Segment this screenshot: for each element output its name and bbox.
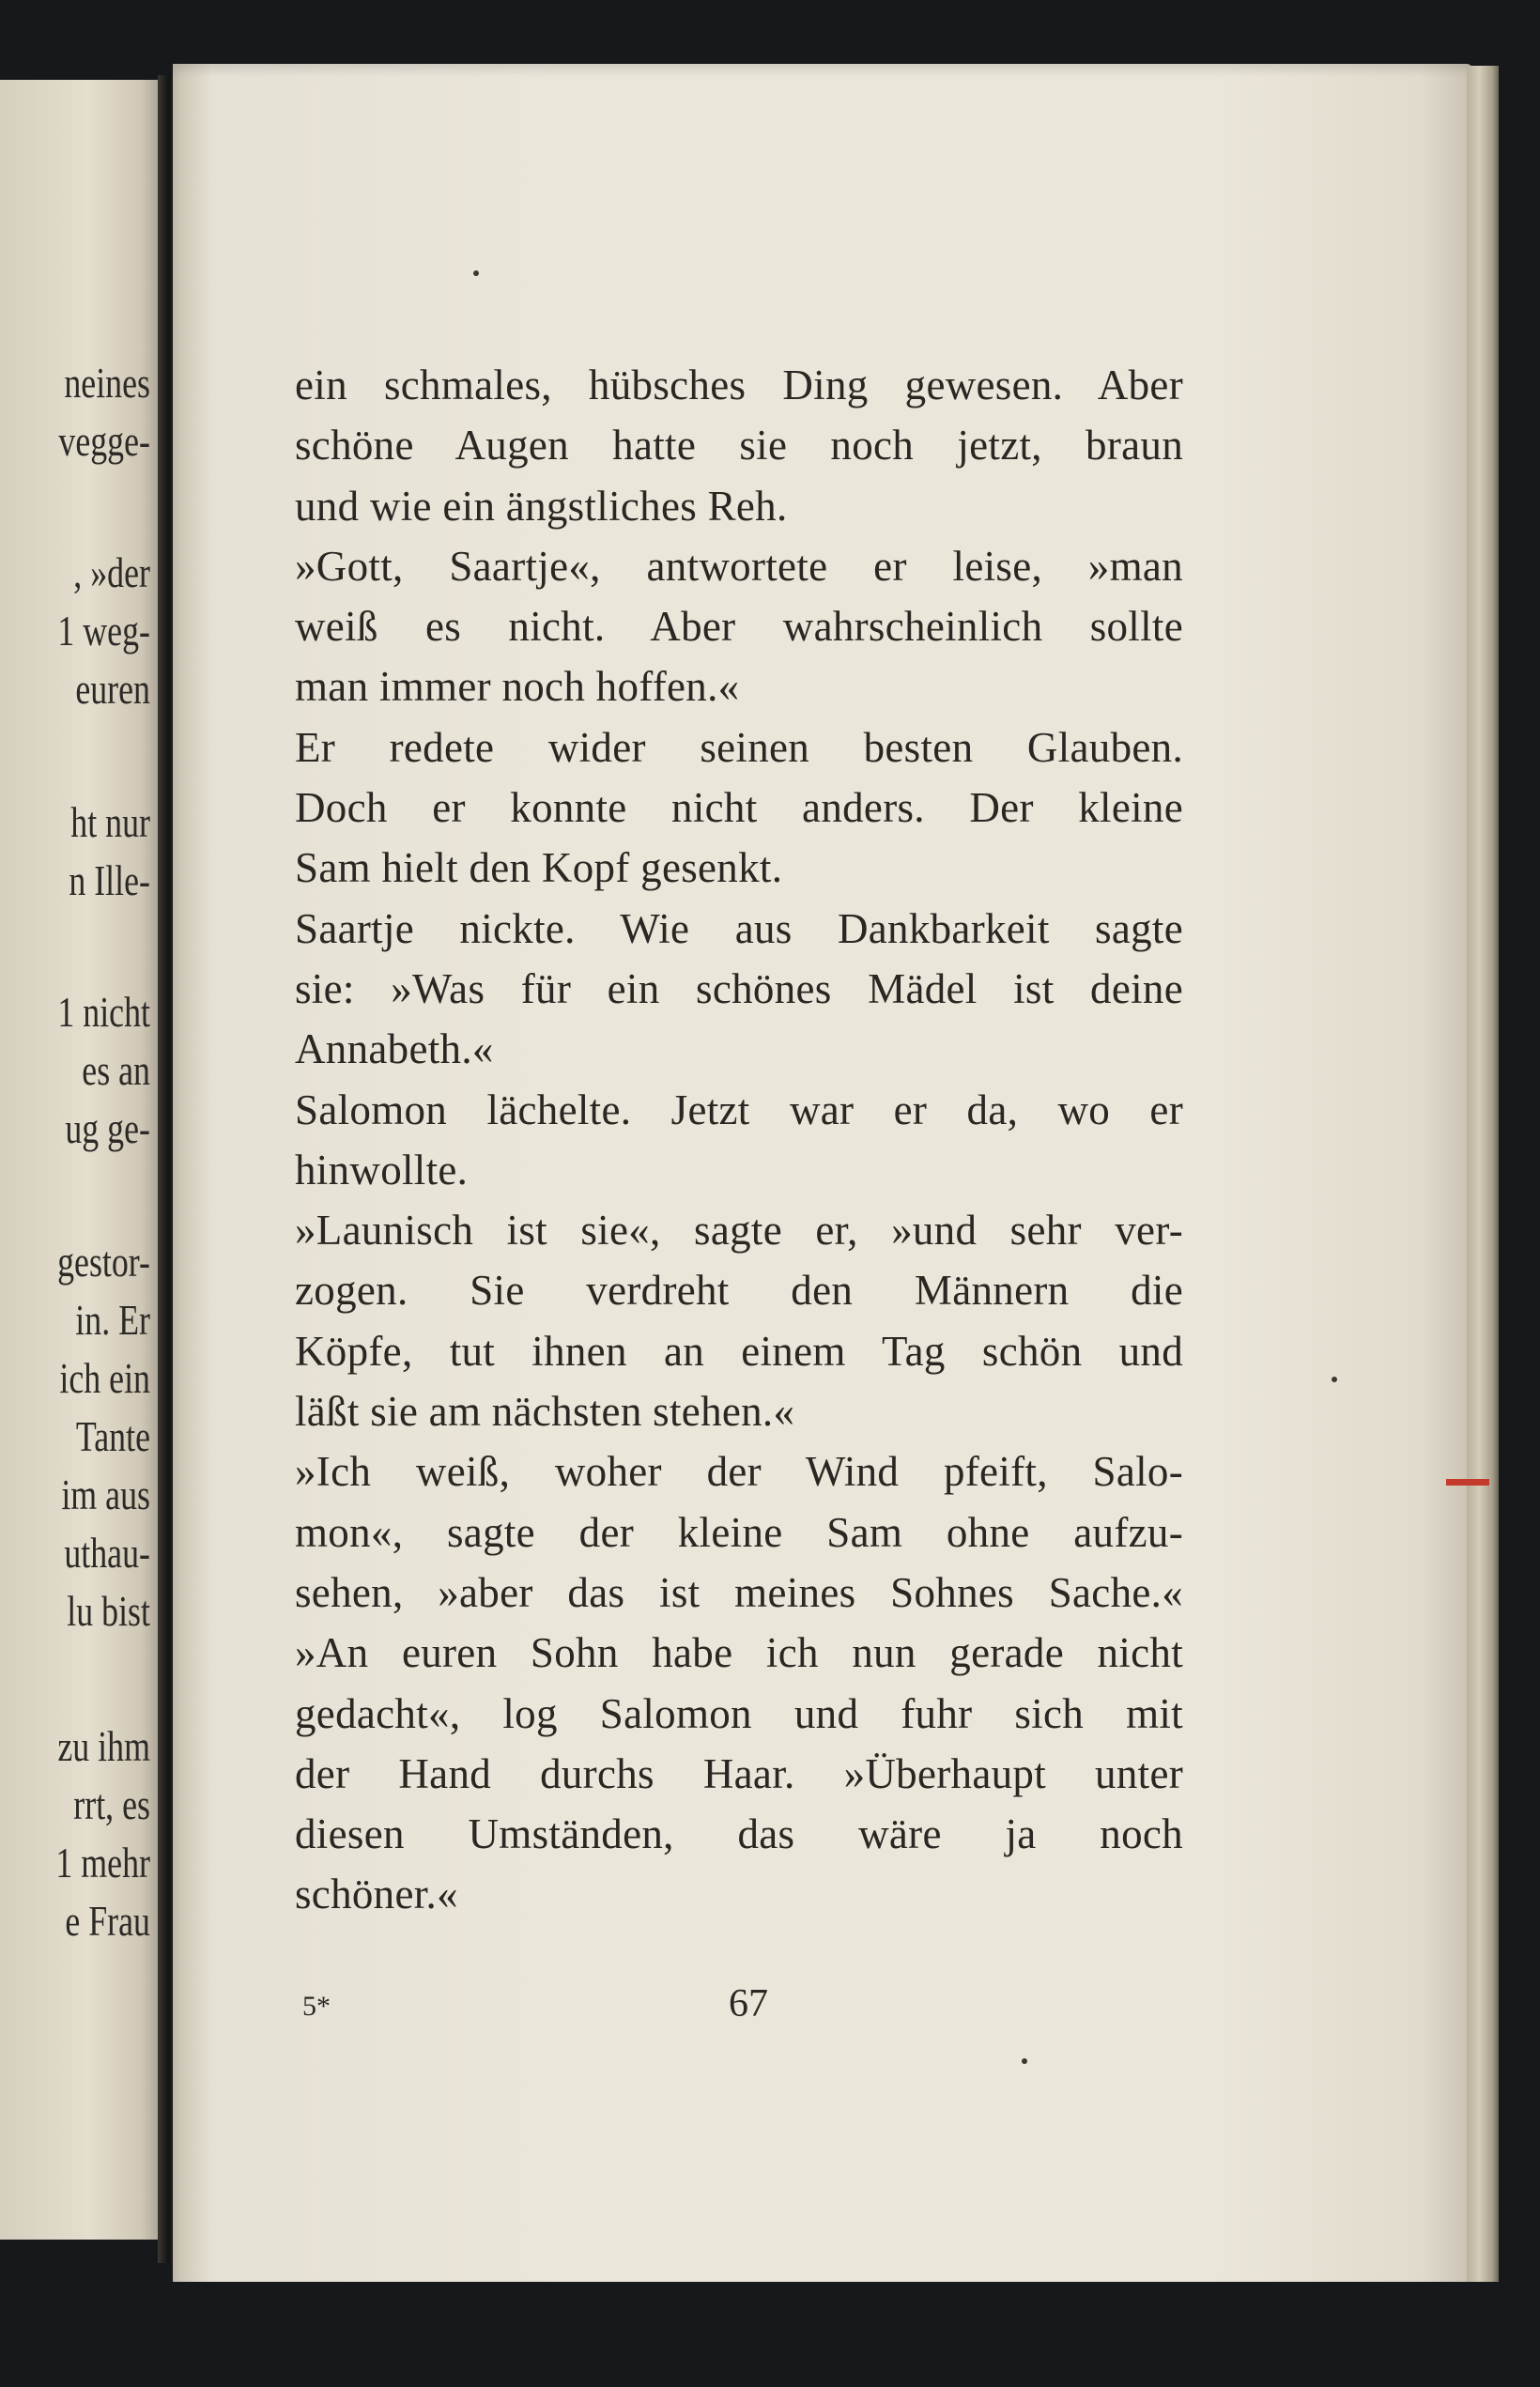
page-body-text — [295, 355, 1183, 1925]
previous-page — [0, 80, 162, 2240]
text-line: Er redete wider seinen besten Glauben. — [295, 723, 1183, 771]
text-line: schöner.« — [295, 1871, 458, 1918]
text-line: man immer noch hoffen.« — [295, 663, 740, 711]
previous-page-line: 1 mehr — [55, 1839, 151, 1886]
text-line: sie: »Was für ein schönes Mädel ist deine — [295, 964, 1183, 1012]
paper-speck — [1022, 2058, 1027, 2064]
text-line: der Hand durchs Haar. »Überhaupt unter — [295, 1749, 1183, 1797]
text-line: Köpfe, tut ihnen an einem Tag schön und — [295, 1327, 1183, 1375]
previous-page-line: ug ge- — [65, 1104, 150, 1152]
previous-page-line: 1 nicht — [57, 988, 150, 1036]
text-line: »Gott, Saartje«, antwortete er leise, »man — [295, 542, 1183, 590]
page-number: 67 — [729, 1982, 768, 2025]
text-line: mon«, sagte der kleine Sam ohne aufzu- — [295, 1508, 1183, 1556]
text-line: zogen. Sie verdreht den Männern die — [295, 1267, 1183, 1315]
previous-page-line: rrt, es — [73, 1780, 150, 1828]
text-line: und wie ein ängstliches Reh. — [295, 482, 788, 530]
previous-page-line: e Frau — [65, 1897, 150, 1945]
page-edge — [1467, 66, 1499, 2282]
previous-page-line: , »der — [73, 548, 150, 596]
text-line: läßt sie am nächsten stehen.« — [295, 1388, 795, 1436]
text-line: weiß es nicht. Aber wahrscheinlich sollte — [295, 603, 1183, 651]
previous-page-line: zu ihm — [57, 1722, 150, 1770]
text-line: »Ich weiß, woher der Wind pfeift, Salo- — [295, 1448, 1183, 1496]
text-line: Sam hielt den Kopf gesenkt. — [295, 844, 783, 892]
previous-page-line: n Ille- — [69, 856, 150, 904]
text-line: gedacht«, log Salomon und fuhr sich mit — [295, 1689, 1183, 1737]
paper-speck — [1332, 1377, 1337, 1382]
text-line: Salomon lächelte. Jetzt war er da, wo er — [295, 1086, 1183, 1133]
text-line: diesen Umständen, das wäre ja noch — [295, 1810, 1183, 1858]
text-line: hinwollte. — [295, 1146, 469, 1194]
previous-page-line: neines — [64, 359, 150, 407]
text-line: sehen, »aber das ist meines Sohnes Sache.« — [295, 1568, 1183, 1616]
previous-page-line: 1 weg- — [57, 607, 150, 654]
previous-page-line: Tante — [75, 1412, 150, 1460]
previous-page-line: im aus — [61, 1471, 150, 1518]
text-line: Annabeth.« — [295, 1025, 494, 1073]
text-line: »An euren Sohn habe ich nun gerade nicht — [295, 1629, 1183, 1677]
previous-page-line: gestor- — [57, 1238, 150, 1286]
previous-page-line: ht nur — [70, 798, 150, 846]
text-line: Saartje nickte. Wie aus Dankbarkeit sagte — [295, 904, 1183, 952]
text-line: Doch er konnte nicht anders. Der kleine — [295, 784, 1183, 832]
previous-page-line: euren — [75, 665, 150, 713]
bookmark-ribbon — [1446, 1479, 1489, 1486]
text-line: »Launisch ist sie«, sagte er, »und sehr ver- — [295, 1207, 1183, 1255]
previous-page-line: uthau- — [64, 1529, 150, 1577]
previous-page-line: es an — [82, 1046, 150, 1094]
text-line: schöne Augen hatte sie noch jetzt, braun — [295, 422, 1183, 470]
signature-mark: 5* — [302, 1991, 331, 2022]
previous-page-line: lu bist — [67, 1587, 150, 1635]
paper-speck — [473, 270, 479, 276]
previous-page-line: in. Er — [75, 1296, 150, 1344]
previous-page-line: ich ein — [59, 1354, 150, 1402]
text-line: ein schmales, hübsches Ding gewesen. Aber — [295, 362, 1183, 408]
previous-page-line: vegge- — [58, 417, 150, 465]
